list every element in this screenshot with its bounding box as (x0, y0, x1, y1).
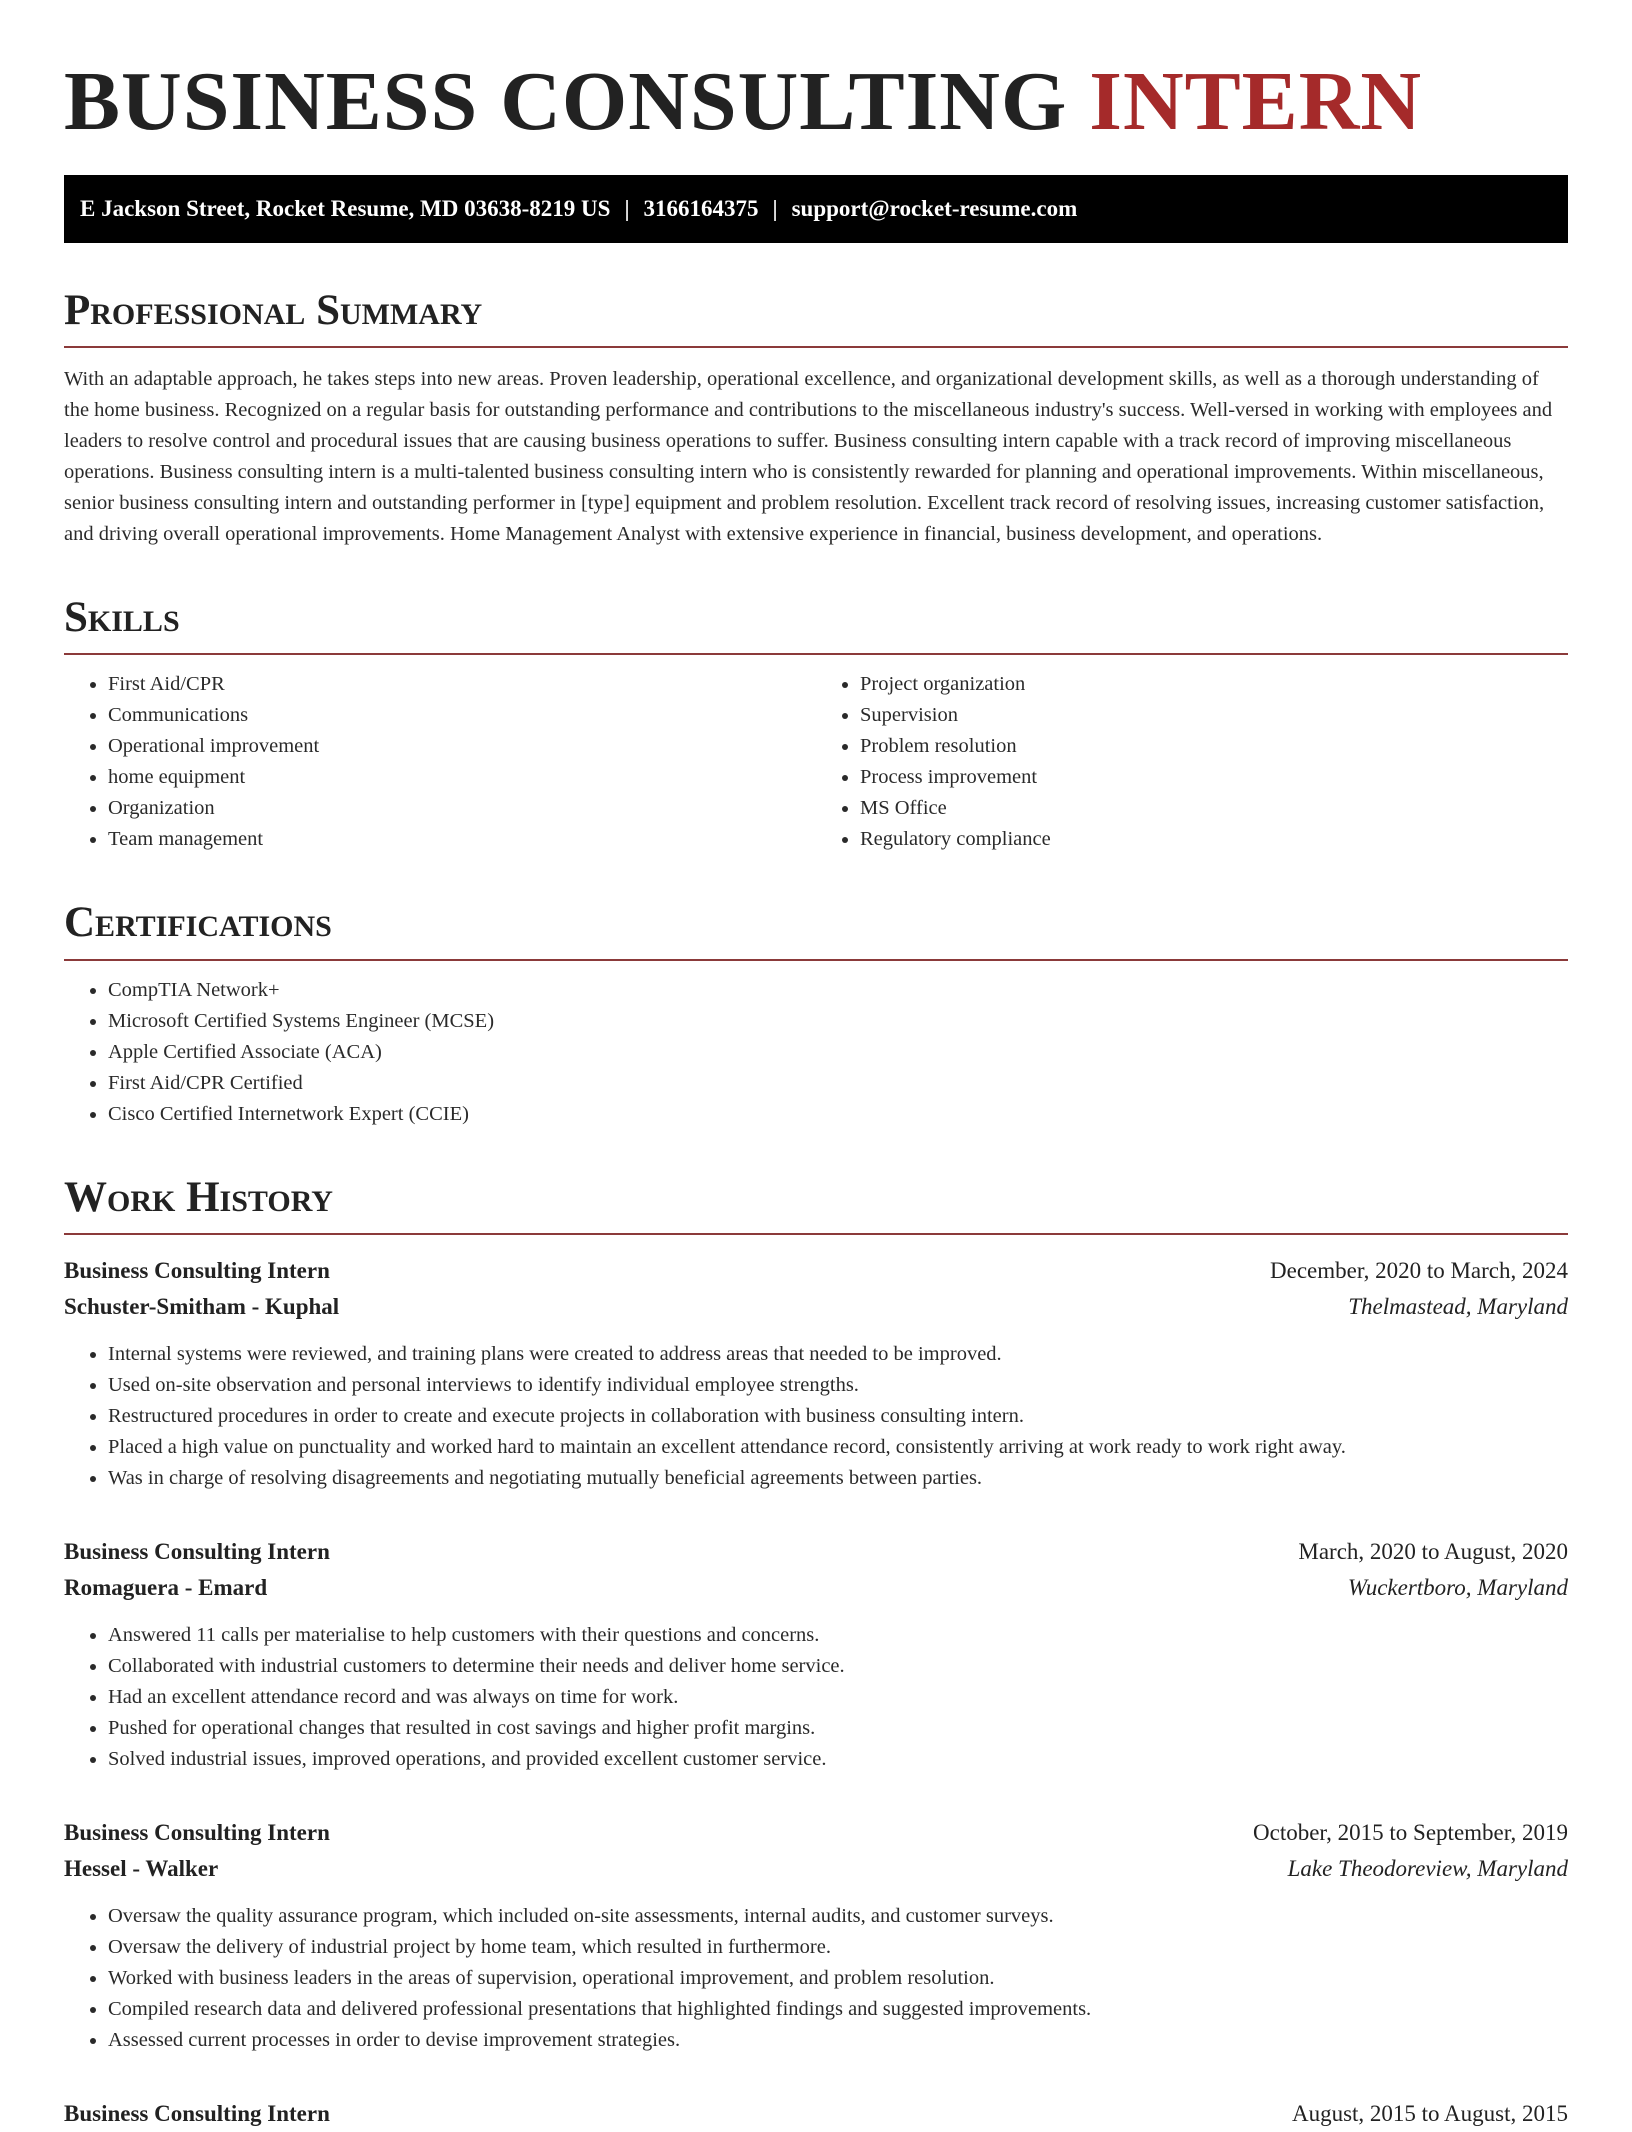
job-company-row (64, 1570, 1568, 1606)
contact-separator: | (772, 195, 778, 221)
contact-address: E Jackson Street, Rocket Resume, MD 03638-8219 US (80, 195, 611, 221)
job-duty-item: • Compiled research data and delivered professional presentations that highlighted findings and suggested improvements. (108, 1994, 1568, 2025)
skill-item: • Regulatory compliance (860, 824, 1568, 855)
job-duty-item: • Answered 11 calls per materialise to help customers with their questions and concerns. (108, 1620, 1568, 1651)
certification-item: • Apple Certified Associate (ACA) (108, 1037, 1568, 1068)
job-company-row (64, 1289, 1568, 1325)
certification-item: • First Aid/CPR Certified (108, 1068, 1568, 1099)
job-dates: August, 2015 to August, 2015 (1291, 2100, 1568, 2126)
contact-separator: | (624, 195, 630, 221)
skills-list-right (816, 669, 1568, 855)
certification-item: • CompTIA Network+ (108, 975, 1568, 1006)
certification-item: • Microsoft Certified Systems Engineer (MCSE) (108, 1006, 1568, 1037)
job-company: Schuster-Smitham - Kuphal (64, 1293, 340, 1319)
job-location: Lake Theodoreview, Maryland (1287, 1855, 1568, 1881)
job-company: Romaguera - Emard (64, 1574, 268, 1600)
contact-bar (64, 175, 1568, 243)
job-duty-item: • Used on-site observation and personal interviews to identify individual employee strengths. (108, 1370, 1568, 1401)
work-history-heading: Work History (64, 1174, 1568, 1235)
certifications-heading: Certifications (64, 899, 1568, 960)
skill-item: • First Aid/CPR (108, 669, 816, 700)
job-title: Business Consulting Intern (64, 2100, 330, 2126)
job-duties (64, 1901, 1568, 2056)
skill-item: • Process improvement (860, 762, 1568, 793)
job-entry (64, 1815, 1568, 2056)
job-duty-item: • Solved industrial issues, improved operations, and provided excellent customer service. (108, 1744, 1568, 1775)
job-duty-item: • Internal systems were reviewed, and training plans were created to address areas that needed to be improved. (108, 1339, 1568, 1370)
job-duty-item: • Was in charge of resolving disagreements and negotiating mutually beneficial agreements between parties. (108, 1463, 1568, 1494)
skill-item: • home equipment (108, 762, 816, 793)
job-company: Hessel - Walker (64, 1855, 219, 1881)
job-duty-item: • Worked with business leaders in the areas of supervision, operational improvement, and problem resolution. (108, 1963, 1568, 1994)
job-header-row (64, 1253, 1568, 1289)
certifications-list (64, 975, 1568, 1130)
skill-item: • Team management (108, 824, 816, 855)
skills-heading: Skills (64, 594, 1568, 655)
job-company-row (64, 1851, 1568, 1887)
name-main: BUSINESS CONSULTING (64, 55, 1068, 148)
job-header-row (64, 1815, 1568, 1851)
skill-item: • Operational improvement (108, 731, 816, 762)
contact-email[interactable]: support@rocket-resume.com (791, 195, 1078, 221)
job-location: Wuckertboro, Maryland (1347, 1574, 1568, 1600)
job-duty-item: • Oversaw the delivery of industrial project by home team, which resulted in furthermore. (108, 1932, 1568, 1963)
job-title: Business Consulting Intern (64, 1257, 330, 1283)
certification-item: • Cisco Certified Internetwork Expert (CCIE) (108, 1099, 1568, 1130)
job-duties (64, 1339, 1568, 1494)
skill-item: • Communications (108, 700, 816, 731)
summary-text: With an adaptable approach, he takes steps into new areas. Proven leadership, operational excellence, and organizational development skills, as well as a thorough understanding of the home business. Recognized on a regular basis for outstanding performance and contributions to the miscellaneous industry's success. Well-versed in working with employees and leaders to resolve control and procedural issues that are causing business operations to suffer. Business consulting intern capable with a track record of improving miscellaneous operations. Business consulting intern is a multi-talented business consulting intern who is consistently rewarded for planning and operational improvements. Within miscellaneous, senior business consulting intern and outstanding performer in [type] equipment and problem resolution. Excellent track record of resolving issues, increasing customer satisfaction, and driving overall operational improvements. Home Management Analyst with extensive experience in financial, business development, and operations. (64, 368, 1553, 546)
job-location: Thelmastead, Maryland (1348, 1293, 1568, 1319)
job-duty-item: • Placed a high value on punctuality and worked hard to maintain an excellent attendance record, consistently arriving at work ready to work right away. (108, 1432, 1568, 1463)
job-duty-item: • Had an excellent attendance record and was always on time for work. (108, 1682, 1568, 1713)
job-duty-item: • Collaborated with industrial customers to determine their needs and deliver home service. (108, 1651, 1568, 1682)
job-entry (64, 1534, 1568, 1775)
skill-item: • Project organization (860, 669, 1568, 700)
job-duty-item: • Oversaw the quality assurance program, which included on-site assessments, internal audits, and customer surveys. (108, 1901, 1568, 1932)
skill-item: • Problem resolution (860, 731, 1568, 762)
resume-name (64, 0, 1568, 153)
job-duty-item: • Pushed for operational changes that resulted in cost savings and higher profit margins. (108, 1713, 1568, 1744)
job-dates: December, 2020 to March, 2024 (1270, 1257, 1568, 1283)
name-accent: INTERN (1089, 55, 1423, 148)
job-entry (64, 2096, 1568, 2132)
skills-grid (64, 655, 1568, 855)
skill-item: • MS Office (860, 793, 1568, 824)
job-header-row (64, 1534, 1568, 1570)
job-header-row (64, 2096, 1568, 2132)
job-title: Business Consulting Intern (64, 1819, 330, 1845)
job-entry (64, 1253, 1568, 1494)
skill-item: • Organization (108, 793, 816, 824)
job-duty-item: • Restructured procedures in order to create and execute projects in collaboration with business consulting intern. (108, 1401, 1568, 1432)
job-duty-item: • Assessed current processes in order to devise improvement strategies. (108, 2025, 1568, 2056)
job-duties (64, 1620, 1568, 1775)
job-dates: March, 2020 to August, 2020 (1298, 1538, 1568, 1564)
job-dates: October, 2015 to September, 2019 (1253, 1819, 1568, 1845)
skill-item: • Supervision (860, 700, 1568, 731)
job-title: Business Consulting Intern (64, 1538, 330, 1564)
contact-phone: 3166164375 (643, 195, 759, 221)
skills-list-left (64, 669, 816, 855)
summary-heading: Professional Summary (64, 287, 1568, 348)
